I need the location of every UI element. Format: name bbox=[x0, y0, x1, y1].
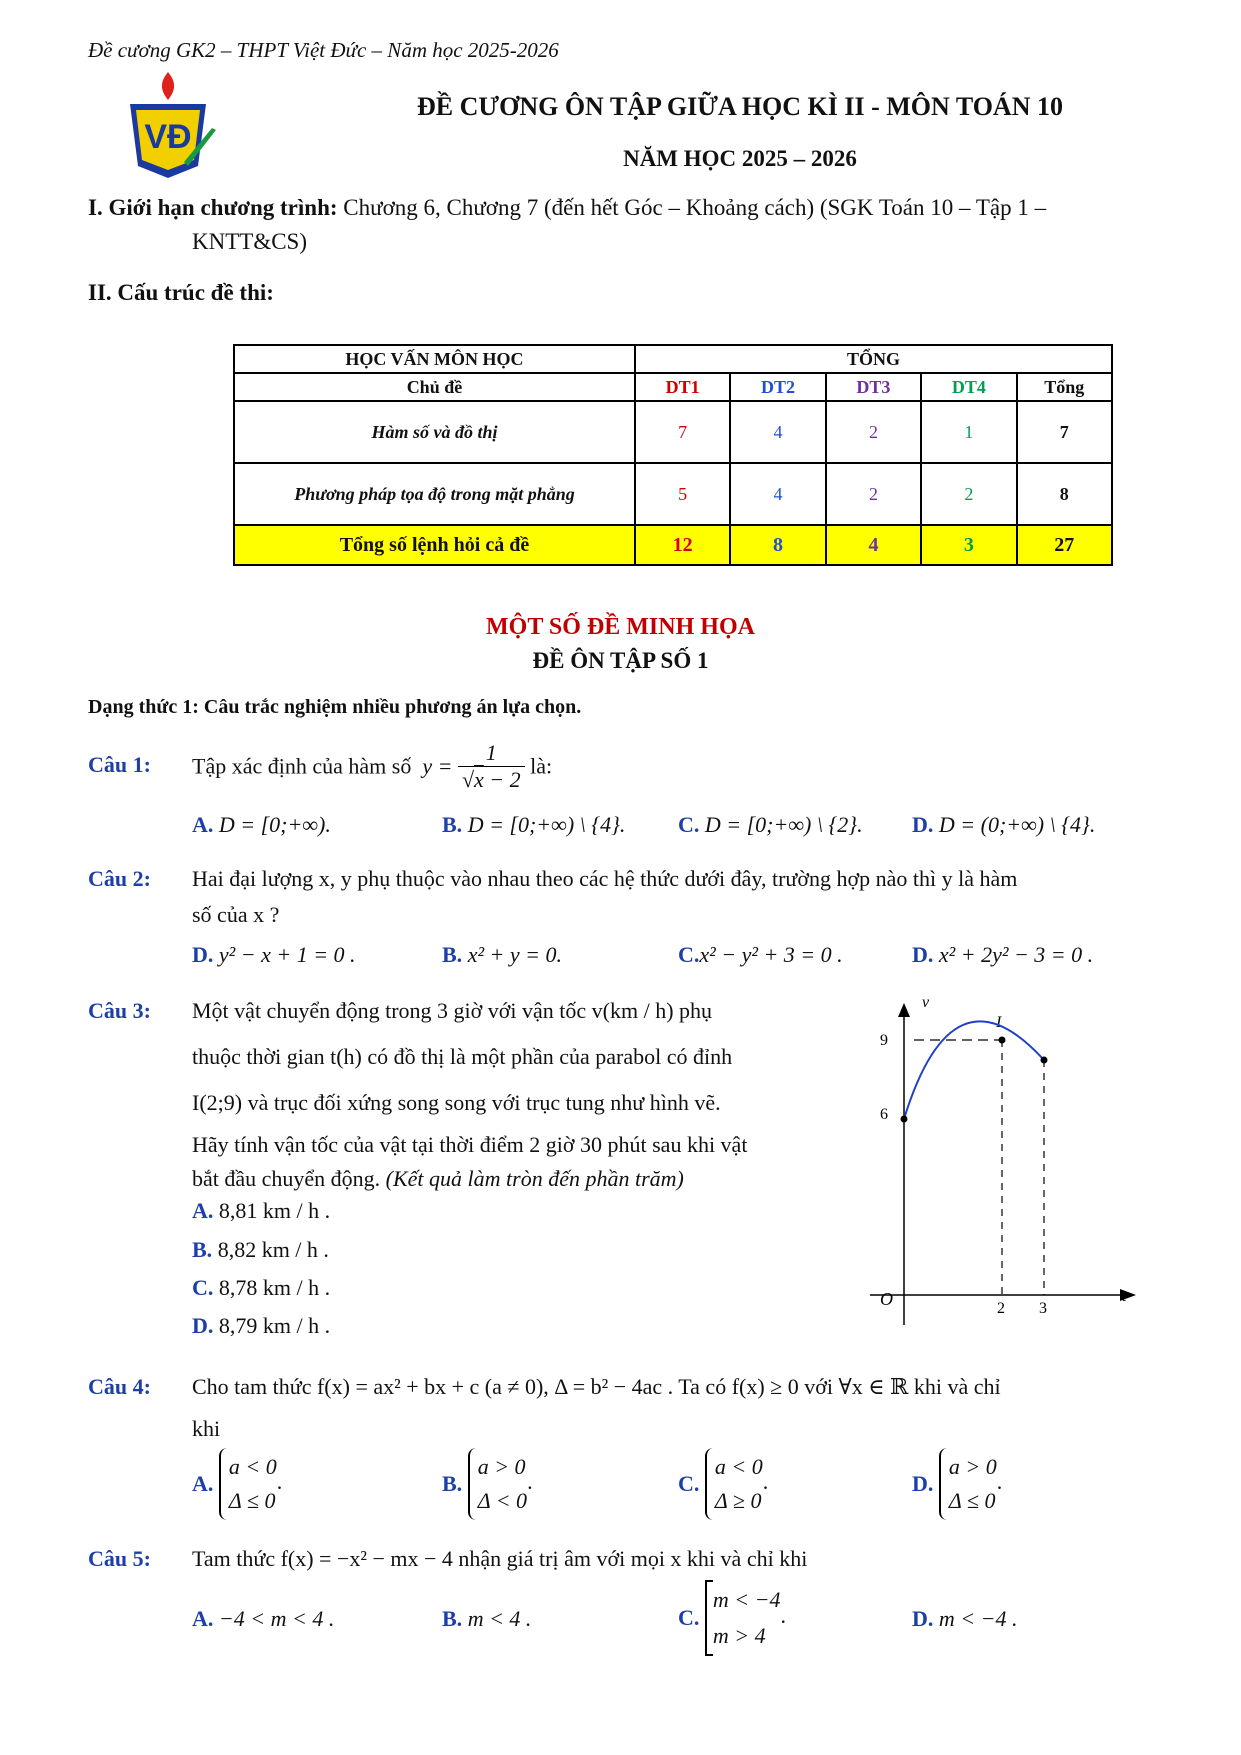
value-cell: 7 bbox=[1017, 401, 1112, 463]
exam-title: ĐỀ ÔN TẬP SỐ 1 bbox=[532, 648, 709, 673]
question-1-text: Tập xác định của hàm số y = $\frac{1}{√x - 2}$ là: bbox=[192, 740, 553, 792]
question-4-text: Cho tam thức f(x) = ax² + bx + c (a ≠ 0), Δ = b² − 4ac . Ta có f(x) ≥ 0 với ∀x ∈ ℝ khi và chỉ bbox=[192, 1374, 1001, 1399]
header-cell: DT1 bbox=[635, 373, 730, 401]
point-end bbox=[1041, 1057, 1048, 1064]
question-1-option-a[interactable]: A. D = [0;+∞). bbox=[192, 812, 331, 837]
question-1-option-d[interactable]: D. D = (0;+∞) \ {4}. bbox=[912, 812, 1096, 837]
question-4-label: Câu 4: bbox=[88, 1374, 151, 1399]
question-3-option-d[interactable]: D. 8,79 km / h . bbox=[192, 1313, 331, 1338]
question-5-label: Câu 5: bbox=[88, 1546, 151, 1571]
vertex-label: I bbox=[996, 1014, 1002, 1031]
total-cell: 8 bbox=[730, 525, 825, 565]
question-2-option-a[interactable]: D. y² − x + 1 = 0 . bbox=[192, 942, 356, 967]
total-label-cell: Tổng số lệnh hỏi cả đề bbox=[234, 525, 635, 565]
question-1-option-c[interactable]: C. D = [0;+∞) \ {2}. bbox=[678, 812, 863, 837]
header-cell: DT4 bbox=[921, 373, 1016, 401]
v-axis-label: v bbox=[922, 995, 930, 1011]
question-3-line-4: Hãy tính vận tốc của vật tại thời điểm 2 giờ 30 phút sau khi vật bbox=[192, 1132, 748, 1157]
question-1-label: Câu 1: bbox=[88, 752, 151, 777]
question-2-option-d[interactable]: D. x² + 2y² − 3 = 0 . bbox=[912, 942, 1094, 967]
section-2-label: II. Cấu trúc đề thi: bbox=[88, 280, 274, 305]
header-cell: Tổng bbox=[1017, 373, 1112, 401]
header-cell: DT3 bbox=[826, 373, 921, 401]
value-cell: 1 bbox=[921, 401, 1016, 463]
topic-cell: Phương pháp tọa độ trong mặt phẳng bbox=[234, 463, 635, 525]
value-cell: 4 bbox=[730, 401, 825, 463]
table-total-row bbox=[234, 525, 1112, 565]
question-2-text: Hai đại lượng x, y phụ thuộc vào nhau theo các hệ thức dưới đây, trường hợp nào thì y là hàm bbox=[192, 866, 1018, 891]
exam-structure-table bbox=[233, 344, 1113, 566]
question-2-label: Câu 2: bbox=[88, 866, 151, 891]
value-cell: 2 bbox=[921, 463, 1016, 525]
question-4-option-c[interactable]: C. a < 0 Δ ≥ 0. bbox=[678, 1448, 768, 1520]
x-tick-2: 2 bbox=[997, 1300, 1005, 1317]
main-title: ĐỀ CƯƠNG ÔN TẬP GIỮA HỌC KÌ II - MÔN TOÁN 10 bbox=[417, 92, 1063, 121]
question-3-option-b[interactable]: B. 8,82 km / h . bbox=[192, 1237, 329, 1262]
section-1 bbox=[88, 195, 1168, 221]
v-axis-arrow bbox=[898, 1003, 910, 1017]
total-cell: 3 bbox=[921, 525, 1016, 565]
t-axis-label: t bbox=[1122, 1288, 1127, 1305]
question-5-option-b[interactable]: B. m < 4 . bbox=[442, 1606, 532, 1631]
question-4-text-cont: khi bbox=[192, 1416, 221, 1441]
y-tick-9: 9 bbox=[880, 1032, 888, 1049]
table-row bbox=[234, 401, 1112, 463]
total-cell: 4 bbox=[826, 525, 921, 565]
question-2-text-cont: số của x ? bbox=[192, 902, 280, 927]
question-4-option-a[interactable]: A. a < 0 Δ ≤ 0. bbox=[192, 1448, 282, 1520]
question-5-text: Tam thức f(x) = −x² − mx − 4 nhận giá trị âm với mọi x khi và chỉ khi bbox=[192, 1546, 808, 1571]
question-3-line-5: bắt đầu chuyển động. (Kết quả làm tròn đến phần trăm) bbox=[192, 1166, 684, 1191]
origin-label: O bbox=[880, 1289, 893, 1309]
section-1-label: I. Giới hạn chương trình: bbox=[88, 195, 338, 220]
total-cell: 12 bbox=[635, 525, 730, 565]
form-title: Dạng thức 1: Câu trắc nghiệm nhiều phương án lựa chọn. bbox=[88, 696, 582, 718]
logo-text: VĐ bbox=[144, 118, 192, 156]
point-start bbox=[901, 1116, 908, 1123]
table-row bbox=[234, 463, 1112, 525]
topic-cell: Hàm số và đồ thị bbox=[234, 401, 635, 463]
question-2-option-c[interactable]: C.x² − y² + 3 = 0 . bbox=[678, 942, 843, 967]
value-cell: 2 bbox=[826, 401, 921, 463]
question-3-line-1: Một vật chuyển động trong 3 giờ với vận tốc v(km / h) phụ bbox=[192, 998, 713, 1023]
header-cell: HỌC VẤN MÔN HỌC bbox=[234, 345, 635, 373]
examples-title: MỘT SỐ ĐỀ MINH HỌA bbox=[486, 614, 755, 640]
table-header-row-2 bbox=[234, 373, 1112, 401]
year-title: NĂM HỌC 2025 – 2026 bbox=[623, 146, 857, 171]
value-cell: 5 bbox=[635, 463, 730, 525]
x-tick-3: 3 bbox=[1039, 1300, 1047, 1317]
question-3-label: Câu 3: bbox=[88, 998, 151, 1023]
question-3-option-c[interactable]: C. 8,78 km / h . bbox=[192, 1275, 331, 1300]
question-3-line-3: I(2;9) và trục đối xứng song song với trục tung như hình vẽ. bbox=[192, 1090, 721, 1115]
value-cell: 4 bbox=[730, 463, 825, 525]
question-3-option-a[interactable]: A. 8,81 km / h . bbox=[192, 1198, 331, 1223]
question-4-option-b[interactable]: B. a > 0 Δ < 0. bbox=[442, 1448, 533, 1520]
y-tick-6: 6 bbox=[880, 1106, 888, 1123]
velocity-graph bbox=[830, 995, 1150, 1335]
question-4-option-d[interactable]: D. a > 0 Δ ≤ 0. bbox=[912, 1448, 1002, 1520]
school-logo bbox=[118, 70, 218, 180]
section-1-text: Chương 6, Chương 7 (đến hết Góc – Khoảng cách) (SGK Toán 10 – Tập 1 – bbox=[337, 195, 1047, 220]
question-5-option-c[interactable]: C. m < −4 m > 4. bbox=[678, 1580, 786, 1656]
section-1-text-cont: KNTT&CS) bbox=[192, 229, 307, 254]
parabola-curve bbox=[904, 1021, 1044, 1119]
question-1-option-b[interactable]: B. D = [0;+∞) \ {4}. bbox=[442, 812, 626, 837]
question-3-note: (Kết quả làm tròn đến phần trăm) bbox=[385, 1166, 684, 1191]
total-cell: 27 bbox=[1017, 525, 1112, 565]
running-header: Đề cương GK2 – THPT Việt Đức – Năm học 2025-2026 bbox=[88, 38, 559, 62]
header-cell: DT2 bbox=[730, 373, 825, 401]
value-cell: 2 bbox=[826, 463, 921, 525]
question-5-option-d[interactable]: D. m < −4 . bbox=[912, 1606, 1018, 1631]
value-cell: 8 bbox=[1017, 463, 1112, 525]
question-5-option-a[interactable]: A. −4 < m < 4 . bbox=[192, 1606, 335, 1631]
point-vertex bbox=[999, 1037, 1006, 1044]
header-cell: TỔNG bbox=[635, 345, 1112, 373]
table-header-row-1 bbox=[234, 345, 1112, 373]
header-cell: Chủ đề bbox=[234, 373, 635, 401]
question-3-line-2: thuộc thời gian t(h) có đồ thị là một phần của parabol có đỉnh bbox=[192, 1044, 733, 1069]
value-cell: 7 bbox=[635, 401, 730, 463]
question-2-option-b[interactable]: B. x² + y = 0. bbox=[442, 942, 563, 967]
